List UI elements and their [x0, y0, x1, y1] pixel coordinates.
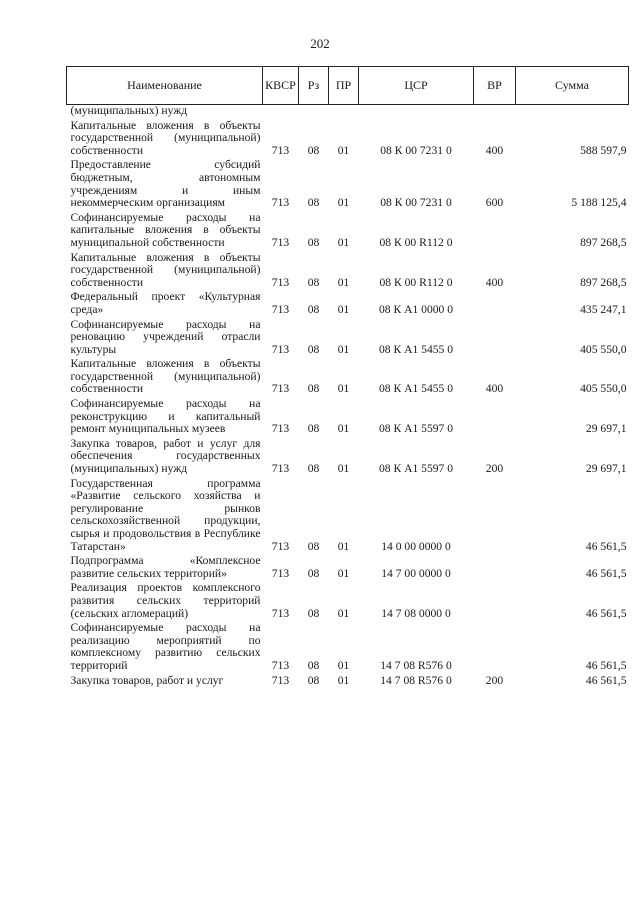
row-vr: 600 — [485, 196, 504, 210]
table-row — [67, 252, 629, 292]
budget-table — [66, 66, 629, 689]
row-name: Софинансируемые расходы на реновацию учреждений отрасли культуры — [70, 317, 261, 356]
row-vr: 400 — [485, 275, 504, 289]
row-name: Государственная программа «Развитие сельского хозяйства и регулирование рынков сельскохозяйственной продукции, сырья и продовольствия в Республике Татарстан» — [70, 476, 261, 553]
row-sum — [516, 105, 629, 120]
row-name: Подпрограмма «Комплексное развитие сельских территорий» — [70, 554, 261, 580]
row-kvsr: 713 — [271, 275, 290, 289]
row-rz: 08 — [307, 539, 320, 553]
row-sum: 897 268,5 — [580, 275, 627, 289]
row-pr: 01 — [337, 235, 350, 249]
row-csr: 08 К А1 5455 0 — [378, 382, 454, 396]
row-csr: 08 К 00 7231 0 — [380, 143, 452, 157]
row-kvsr: 713 — [271, 606, 290, 620]
row-rz: 08 — [307, 342, 320, 356]
row-rz: 08 — [307, 566, 320, 580]
table-row — [67, 120, 629, 160]
table-row — [67, 398, 629, 438]
row-csr: 08 К 00 7231 0 — [380, 196, 452, 210]
row-sum: 897 268,5 — [580, 235, 627, 249]
row-csr: 14 0 00 0000 0 — [381, 539, 451, 553]
table-row — [67, 105, 629, 120]
row-sum: 46 561,5 — [585, 606, 627, 620]
row-vr — [474, 582, 516, 622]
row-csr: 14 7 08 R576 0 — [380, 673, 452, 687]
row-csr: 08 К А1 5455 0 — [378, 342, 454, 356]
table-row — [67, 675, 629, 690]
row-kvsr: 713 — [271, 382, 290, 396]
row-vr — [474, 291, 516, 318]
row-csr: 08 К 00 R112 0 — [379, 275, 453, 289]
table-row — [67, 159, 629, 211]
row-kvsr: 713 — [271, 196, 290, 210]
row-pr: 01 — [337, 275, 350, 289]
row-csr: 14 7 08 R576 0 — [380, 658, 452, 672]
row-rz: 08 — [307, 382, 320, 396]
row-kvsr: 713 — [271, 302, 290, 316]
row-name: Капитальные вложения в объекты государственной (муниципальной) собственности — [70, 357, 261, 396]
row-kvsr: 713 — [271, 462, 290, 476]
table-body — [67, 105, 629, 690]
row-rz — [299, 105, 329, 120]
row-sum: 46 561,5 — [585, 539, 627, 553]
row-sum: 46 561,5 — [585, 566, 627, 580]
row-rz: 08 — [307, 302, 320, 316]
table-row — [67, 319, 629, 359]
row-pr: 01 — [337, 196, 350, 210]
row-vr — [474, 398, 516, 438]
row-vr: 400 — [485, 143, 504, 157]
row-kvsr: 713 — [271, 658, 290, 672]
row-sum: 405 550,0 — [580, 382, 627, 396]
row-pr: 01 — [337, 462, 350, 476]
row-sum: 29 697,1 — [585, 462, 627, 476]
page-number: 202 — [310, 36, 330, 51]
row-rz: 08 — [307, 143, 320, 157]
row-vr — [474, 555, 516, 582]
row-rz: 08 — [307, 673, 320, 687]
row-vr: 200 — [485, 673, 504, 687]
table-row — [67, 555, 629, 582]
row-kvsr: 713 — [271, 235, 290, 249]
row-rz: 08 — [307, 422, 320, 436]
row-pr: 01 — [337, 143, 350, 157]
row-rz: 08 — [307, 235, 320, 249]
row-name: Капитальные вложения в объекты государственной (муниципальной) собственности — [70, 118, 261, 157]
row-vr — [474, 212, 516, 252]
table-row — [67, 478, 629, 556]
row-pr — [329, 105, 359, 120]
row-name: Закупка товаров, работ и услуг для обеспечения государственных (муниципальных) нужд — [70, 436, 261, 476]
row-vr: 400 — [485, 382, 504, 396]
column-header-name: Наименование — [67, 67, 263, 105]
row-pr: 01 — [337, 566, 350, 580]
row-kvsr: 713 — [271, 342, 290, 356]
table-row — [67, 212, 629, 252]
column-header-pr: ПР — [329, 67, 359, 105]
row-pr: 01 — [337, 658, 350, 672]
row-sum: 29 697,1 — [585, 422, 627, 436]
row-kvsr: 713 — [271, 143, 290, 157]
row-vr: 200 — [485, 462, 504, 476]
row-csr — [359, 105, 474, 120]
row-vr — [474, 478, 516, 556]
row-csr: 14 7 08 0000 0 — [381, 606, 451, 620]
row-csr: 14 7 00 0000 0 — [381, 566, 451, 580]
row-name: (муниципальных) нужд — [70, 104, 188, 117]
table-row — [67, 622, 629, 674]
row-csr: 08 К А1 5597 0 — [378, 422, 454, 436]
column-header-rz: Рз — [299, 67, 329, 105]
row-vr — [474, 105, 516, 120]
row-sum: 588 597,9 — [580, 143, 627, 157]
row-name: Федеральный проект «Культурная среда» — [70, 290, 261, 316]
row-pr: 01 — [337, 302, 350, 316]
column-header-csr: ЦСР — [359, 67, 474, 105]
column-header-sum: Сумма — [516, 67, 629, 105]
row-sum: 435 247,1 — [580, 302, 627, 316]
row-sum: 46 561,5 — [585, 673, 627, 687]
table-row — [67, 438, 629, 478]
table-row — [67, 358, 629, 398]
row-vr — [474, 622, 516, 674]
row-rz: 08 — [307, 462, 320, 476]
row-kvsr: 713 — [271, 566, 290, 580]
table-row — [67, 582, 629, 622]
row-name: Софинансируемые расходы на капитальные вложения в объекты муниципальной собственности — [70, 210, 261, 249]
row-kvsr: 713 — [271, 673, 290, 687]
row-sum: 405 550,0 — [580, 342, 627, 356]
row-pr: 01 — [337, 382, 350, 396]
row-name: Капитальные вложения в объекты государственной (муниципальной) собственности — [70, 250, 261, 289]
row-rz: 08 — [307, 196, 320, 210]
row-pr: 01 — [337, 342, 350, 356]
table-header — [67, 67, 629, 105]
row-name: Закупка товаров, работ и услуг — [70, 673, 224, 687]
row-name: Реализация проектов комплексного развития сельских территорий (сельских агломераций) — [70, 581, 261, 620]
row-name: Софинансируемые расходы на реконструкцию и капитальный ремонт муниципальных музеев — [70, 397, 261, 436]
row-sum: 5 188 125,4 — [571, 196, 627, 210]
table-row — [67, 291, 629, 318]
row-rz: 08 — [307, 275, 320, 289]
row-csr: 08 К А1 0000 0 — [378, 302, 454, 316]
row-csr: 08 К А1 5597 0 — [378, 462, 454, 476]
row-rz: 08 — [307, 606, 320, 620]
row-kvsr: 713 — [271, 422, 290, 436]
column-header-kvsr: КВСР — [263, 67, 299, 105]
row-vr — [474, 319, 516, 359]
row-pr: 01 — [337, 673, 350, 687]
row-name: Софинансируемые расходы на реализацию мероприятий по комплексному развитию сельских территорий — [70, 621, 261, 672]
column-header-vr: ВР — [474, 67, 516, 105]
row-pr: 01 — [337, 422, 350, 436]
row-rz: 08 — [307, 658, 320, 672]
row-pr: 01 — [337, 539, 350, 553]
row-pr: 01 — [337, 606, 350, 620]
row-kvsr: 713 — [271, 539, 290, 553]
row-kvsr — [263, 105, 299, 120]
row-name: Предоставление субсидий бюджетным, автономным учреждениям и иным некоммерческим организациям — [70, 158, 261, 210]
row-csr: 08 К 00 R112 0 — [379, 235, 453, 249]
row-sum: 46 561,5 — [585, 658, 627, 672]
